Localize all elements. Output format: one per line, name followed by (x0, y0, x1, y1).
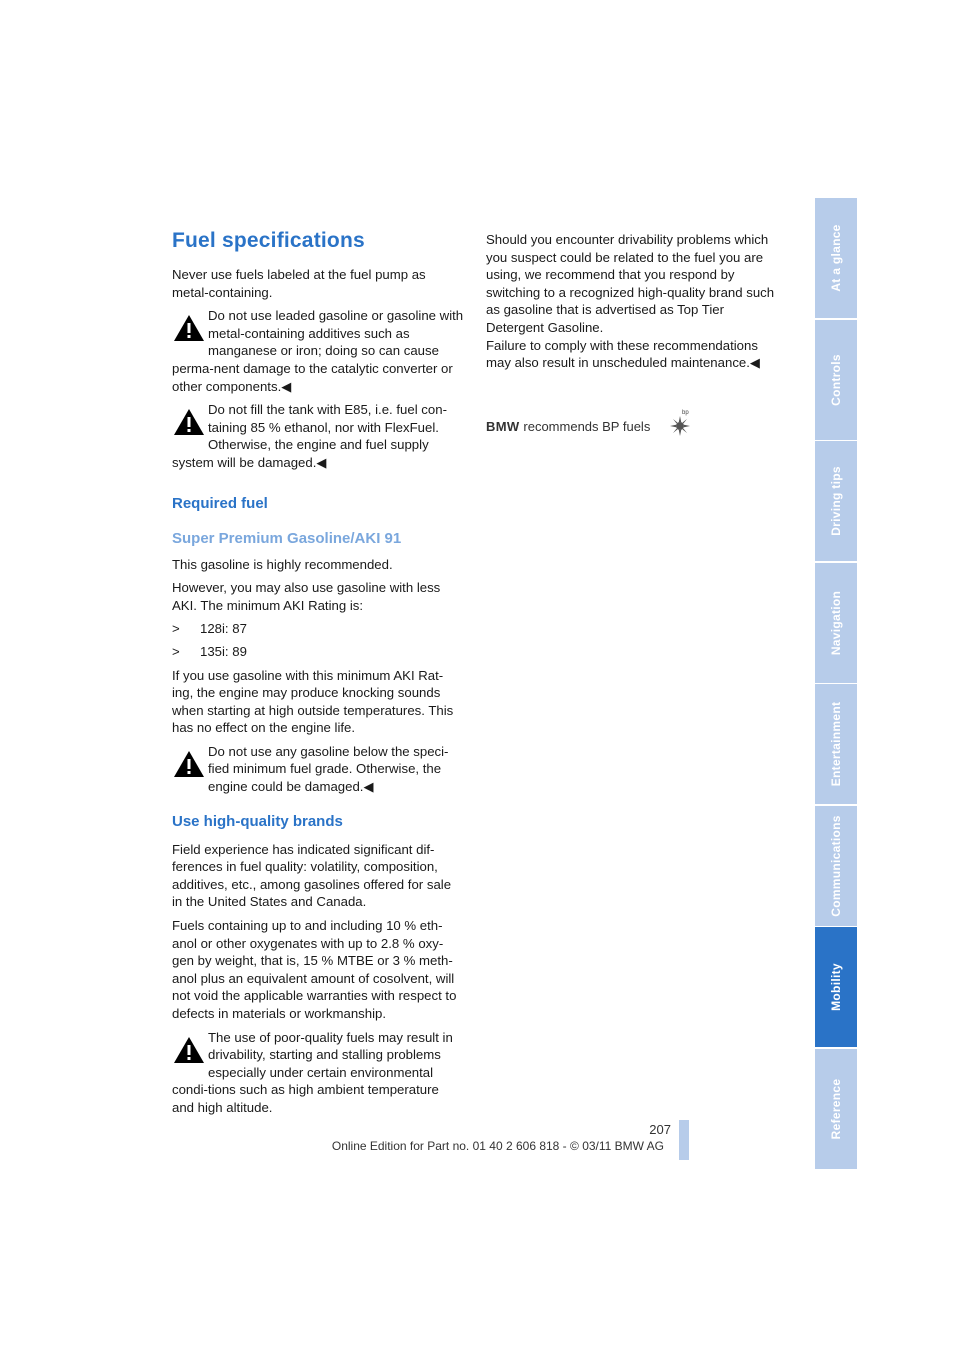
list-item: > 128i: 87 (172, 621, 247, 637)
brands-heading: Use high-quality brands (172, 812, 343, 830)
warning-icon (172, 749, 206, 779)
min-aki-text: However, you may also use gasoline with less AKI. The minimum AKI Rating is: (172, 580, 441, 613)
bp-helios-icon (670, 416, 690, 436)
footer-bar (679, 1120, 689, 1160)
warning-poor-quality (172, 1029, 464, 1117)
drivability-text: Should you encounter drivability problems which you suspect could be related to the fuel you are using, we recommend that you respond by switching to a recognized high-quality brand such as gasoline that is advertised as Top Tier Detergent Gasoline. (486, 232, 775, 335)
aki-list (172, 620, 464, 660)
tab-navigation[interactable]: Navigation (815, 563, 857, 683)
tab-controls[interactable]: Controls (815, 320, 857, 440)
required-fuel-heading: Required fuel (172, 494, 268, 512)
warning-text: Do not use leaded gasoline or gasoline with metal-containing additives such as manganese or iron; doing so can cause perma-nent damage to the catalytic converter or other components.◀ (172, 308, 464, 394)
logo-mark: bp (682, 410, 689, 416)
warning-icon (172, 407, 206, 437)
brands-text-1: Field experience has indicated significant dif-ferences in fuel quality: volatility, composition, additives, etc., among gasolines offered for sale in the United States and Canada. (172, 841, 452, 910)
tab-communications[interactable]: Communications (815, 806, 857, 926)
page-number: 207 (649, 1122, 671, 1137)
tab-driving-tips[interactable]: Driving tips (815, 441, 857, 561)
warning-text: Do not use any gasoline below the speci-fied minimum fuel grade. Otherwise, the engine could be damaged.◀ (208, 743, 449, 795)
maintenance-text: Failure to comply with these recommendations may also result in unscheduled maintenance.◀ (486, 337, 761, 371)
warning-text: Do not fill the tank with E85, i.e. fuel con-taining 85 % ethanol, nor with FlexFuel. Otherwise, the engine and fuel supply system will be damaged.◀ (172, 402, 447, 470)
logo-text: recommends BP fuels (523, 419, 651, 434)
warning-icon (172, 1035, 206, 1065)
tab-reference[interactable]: Reference (815, 1049, 857, 1169)
tab-entertainment[interactable]: Entertainment (815, 684, 857, 804)
recommend-text: This gasoline is highly recommended. (172, 556, 393, 572)
section-tabs (815, 198, 857, 1170)
super-premium-heading: Super Premium Gasoline/AKI 91 (172, 529, 402, 547)
list-marker: > (172, 643, 180, 659)
brands-text-2: Fuels containing up to and including 10 % eth-anol or other oxygenates with up to 2.8 % oxy-gen by weight, that is, 15 % MTBE or 3 % meth-anol plus an equivalent amount of cosolvent, will not void the applicable warranties with respect to defects in materials or workmanship. (172, 918, 457, 1021)
right-column (486, 231, 778, 378)
tab-mobility[interactable]: Mobility (815, 927, 857, 1047)
knocking-text: If you use gasoline with this minimum AKI Rat-ing, the engine may produce knocking sounds when starting at high outside temperatures. This has no effect on the engine life. (172, 667, 454, 736)
page-title: Fuel specifications (172, 229, 365, 252)
left-column (172, 228, 464, 1123)
intro-text: Never use fuels labeled at the fuel pump as metal-containing. (172, 267, 426, 300)
warning-e85 (172, 401, 464, 471)
warning-min-grade (172, 743, 464, 796)
list-item: > 135i: 89 (172, 643, 247, 659)
bp-logo (486, 410, 696, 446)
tab-at-a-glance[interactable]: At a glance (815, 198, 857, 318)
warning-icon (172, 313, 206, 343)
list-marker: > (172, 621, 180, 637)
warning-leaded (172, 307, 464, 395)
warning-text: The use of poor-quality fuels may result in drivability, starting and stalling problems especially under certain environmental condi-tions such as high ambient temperature and high altitude. (172, 1029, 453, 1115)
footer-text: Online Edition for Part no. 01 40 2 606 818 - © 03/11 BMW AG (331, 1139, 664, 1153)
logo-brand: BMW (486, 419, 520, 434)
